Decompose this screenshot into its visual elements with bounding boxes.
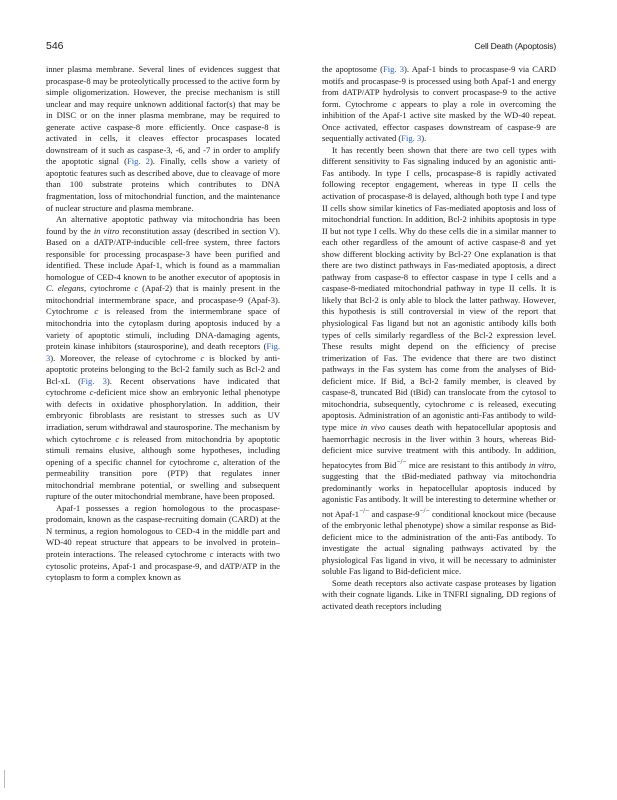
page-header <box>46 40 556 54</box>
figure-3-link[interactable]: Fig. 3 <box>46 341 280 363</box>
right-column <box>322 64 556 612</box>
right-paragraph-1: the apoptosome (Fig. 3). Apaf-1 binds to procaspase-9 via CARD motifs and procaspase-9 is processed using both Apaf-1 and energy from dATP/ATP hydrolysis to convert procaspase-9 to the active form. Cytochrome c appears to play a role in overcoming the inhibition of the Apaf-1 active site masked by the WD-40 repeat. Once activated, effector caspases downstream of caspase-9 are sequentially activated (Fig. 3). <box>322 64 556 144</box>
right-paragraph-3: Some death receptors also activate caspase proteases by ligation with their cognate ligands. Like in TNFRI signaling, DD regions of activated death receptors including <box>322 577 556 611</box>
right-paragraph-2: It has recently been shown that there are two cell types with different sensitivity to Fas signaling induced by an agonistic anti-Fas antibody. In type I cells, procaspase-8 is rapidly activated following receptor engagement, whereas in type II cells the activation of procaspase-8 is delayed, although both type I and type II cells show similar kinetics of Fas-mediated apoptosis and loss of mitochondrial function. In addition, Bcl-2 inhibits apoptosis in type II but not type I cells. Why do these cells die in a similar manner to each other regardless of the amount of active caspase-8 and yet show different blocking activity by Bcl-2? One explanation is that there are two distinct pathways in Fas-mediated apoptosis, a direct pathway from caspase-8 to effector caspase in type I cells and a caspase-8-mediated mitochondrial pathway in type II cells. It is likely that Bcl-2 is only able to block the latter pathway. However, this hypothesis is still controversial in view of the report that physiological Fas ligand but not an agonistic antibody kills both types of cells similarly regardless of the Bcl-2 expression level. These results might depend on the efficiency of precise trimerization of Fas. The evidence that there are two distinct pathways in the Fas system has come from the analyses of Bid-deficient mice. If Bid, a Bcl-2 family member, is cleaved by caspase-8, truncated Bid (tBid) can translocate from the cytosol to mitochondria, subsequently, cytochrome c is released, executing apoptosis. Administration of an agonistic anti-Fas antibody to wild-type mice in vivo causes death with hepatocellular apoptosis and haemorrhagic necrosis in the liver within 3 hours, whereas Bid-deficient mice survive treatment with this antibody. In addition, hepatocytes from Bid−/− mice are resistant to this antibody in vitro, suggesting that the tBid-mediated pathway via mitochondria predominantly works in hepatocellular apoptosis induced by agonistic Fas antibody. It will be interesting to determine whether or not Apaf-1−/− and caspase-9−/− conditional knockout mice (because of the embryonic lethal phenotype) show a similar response as Bid-deficient mice to the administration of the anti-Fas antibody. To investigate the actual signaling pathways activated by the physiological Fas ligand in vivo, it will be necessary to administer soluble Fas ligand to Bid-deficient mice. <box>322 144 556 577</box>
left-paragraph-3: Apaf-1 possesses a region homologous to the procaspase-prodomain, known as the caspase-recruiting domain (CARD) at the N terminus, a region homologous to CED-4 in the middle part and WD-40 repeat structure that appears to be involved in protein–protein interactions. The released cytochrome c interacts with two cytosolic proteins, Apaf-1 and procaspase-9, and dATP/ATP in the cytoplasm to form a complex known as <box>46 502 280 583</box>
figure-2-link[interactable]: Fig. 2 <box>126 156 150 167</box>
running-head: Cell Death (Apoptosis) <box>474 41 556 51</box>
scan-edge-mark <box>4 770 5 788</box>
figure-3-link[interactable]: Fig. 3 <box>401 133 422 144</box>
figure-3-link[interactable]: Fig. 3 <box>383 64 405 74</box>
left-paragraph-2: An alternative apoptotic pathway via mitochondria has been found by the in vitro reconstitution assay (described in section V). Based on a dATP/ATP-inducible cell-free system, three factors responsible for processing procaspase-3 have been purified and identified. These include Apaf-1, which is found as a mammalian homologue of CED-4 known to be another executor of apoptosis in C. elegans, cytochrome c (Apaf-2) that is mainly present in the mitochondrial intermembrane space, and procaspase-9 (Apaf-3). Cytochrome c is released from the intermembrane space of mitochondria into the cytoplasm during apoptosis induced by a variety of apoptotic stimuli, including DNA-damaging agents, protein kinase inhibitors (staurosporine), and death receptors (Fig. 3). Moreover, the release of cytochrome c is blocked by anti-apoptotic proteins belonging to the Bcl-2 family such as Bcl-2 and Bcl-xL (Fig. 3). Recent observations have indicated that cytochrome c-deficient mice show an embryonic lethal phenotype with defects in oxidative phosphorylation. In addition, their embryonic fibroblasts are resistant to stresses such as UV irradiation, serum withdrawal and staurosporine. The mechanism by which cytochrome c is released from mitochondria by apoptotic stimuli remains elusive, although some hypotheses, including opening of a specific channel for cytochrome c, alteration of the permeability transition pore (PTP) that regulates inner mitochondrial membrane potential, or swelling and subsequent rupture of the outer mitochondrial membrane, have been proposed. <box>46 214 281 502</box>
left-column <box>46 64 280 584</box>
left-paragraph-1: inner plasma membrane. Several lines of evidences suggest that procaspase-8 may be proteolytically processed to the active form by simple oligomerization. However, the precise mechanism is still unclear and may require unknown additional factor(s) that may be in DISC or on the inner plasma membrane, may be required to generate active caspase-8 more efficiently. Once caspase-8 is activated in cells, it cleaves effector procaspases located downstream of it such as caspase-3, -6, and -7 in order to amplify the apoptotic signal (Fig. 2). Finally, cells show a variety of apoptotic features such as described above, due to cleavage of more than 100 substrate proteins which contributes to DNA fragmentation, loss of mitochondrial function, and the maintenance of nuclear structure and plasma membrane. <box>46 64 281 213</box>
figure-3-link[interactable]: Fig. 3 <box>80 375 107 386</box>
page-number: 546 <box>46 40 64 52</box>
